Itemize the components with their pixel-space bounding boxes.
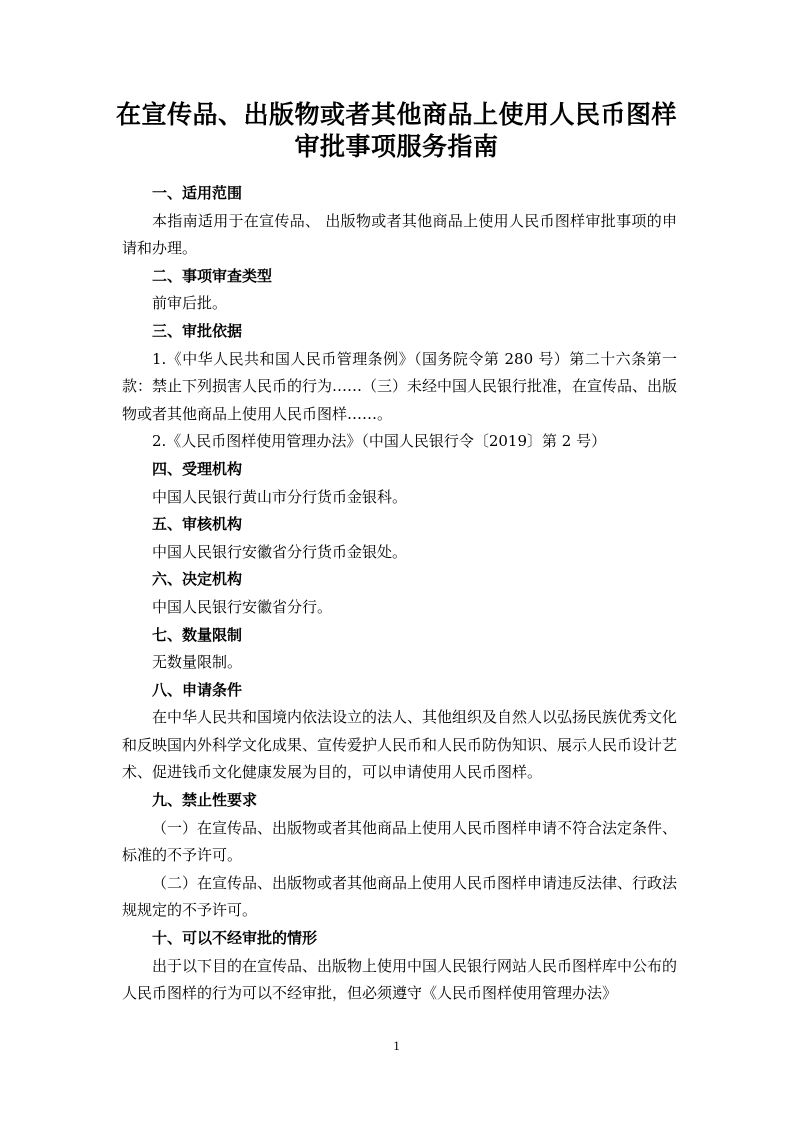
section-prohibitions [122, 787, 677, 925]
section-heading: 八、申请条件 [152, 680, 243, 699]
section-paragraph: 中国人民银行安徽省分行货币金银处。 [152, 542, 408, 561]
section-basis [122, 318, 677, 456]
document-body [122, 180, 677, 1008]
section-paragraph: 无数量限制。 [152, 653, 243, 672]
section-paragraph: 出于以下目的在宣传品、出版物上使用中国人民银行网站人民币图样库中公布的人民币图样的行为可以不经审批，但必须遵守《人民币图样使用管理办法》 [122, 956, 678, 1003]
section-paragraph: 1.《中华人民共和国人民币管理条例》（国务院令第 280 号）第二十六条第一款：禁止下列损害人民币的行为……（三）未经中国人民银行批准，在宣传品、出版物或者其他商品上使用人民币图样……。 [122, 349, 678, 423]
section-paragraph: 中国人民银行安徽省分行。 [152, 597, 333, 616]
section-paragraph: 在中华人民共和国境内依法设立的法人、其他组织及自然人以弘扬民族优秀文化和反映国内外科学文化成果、宣传爱护人民币和人民币防伪知识、展示人民币设计艺术、促进钱币文化健康发展为目的，可以申请使用人民币图样。 [122, 708, 678, 782]
section-heading: 五、审核机构 [152, 515, 243, 534]
section-heading: 四、受理机构 [152, 459, 243, 478]
section-paragraph: 前审后批。 [152, 294, 228, 313]
section-conditions [122, 677, 677, 787]
document-title-line-2: 审批事项服务指南 [294, 132, 499, 161]
section-quantity-limit [122, 622, 677, 677]
section-heading: 三、审批依据 [152, 321, 243, 340]
section-paragraph: 2.《人民币图样使用管理办法》（中国人民银行令〔2019〕第 2 号） [152, 432, 607, 451]
section-exemptions [122, 925, 677, 1008]
section-paragraph: （一）在宣传品、出版物或者其他商品上使用人民币图样申请不符合法定条件、标准的不予许可。 [122, 818, 678, 865]
page-number: 1 [393, 1038, 400, 1053]
section-review-type [122, 263, 677, 318]
section-scope [122, 180, 677, 263]
section-heading: 六、决定机构 [152, 570, 243, 589]
section-review-agency [122, 511, 677, 566]
document-title-line-1: 在宣传品、出版物或者其他商品上使用人民币图样 [115, 100, 677, 129]
section-heading: 七、数量限制 [152, 625, 243, 644]
section-paragraph: 中国人民银行黄山市分行货币金银科。 [152, 487, 408, 506]
section-paragraph: 本指南适用于在宣传品、 出版物或者其他商品上使用人民币图样审批事项的申请和办理。 [122, 211, 677, 258]
section-heading: 九、禁止性要求 [152, 791, 258, 810]
section-accepting-agency [122, 456, 677, 511]
section-heading: 二、事项审查类型 [152, 266, 273, 285]
section-decision-agency [122, 566, 677, 621]
section-paragraph: （二）在宣传品、出版物或者其他商品上使用人民币图样申请违反法律、行政法规规定的不予许可。 [122, 873, 678, 920]
section-heading: 十、可以不经审批的情形 [152, 929, 318, 948]
section-heading: 一、适用范围 [152, 184, 243, 202]
